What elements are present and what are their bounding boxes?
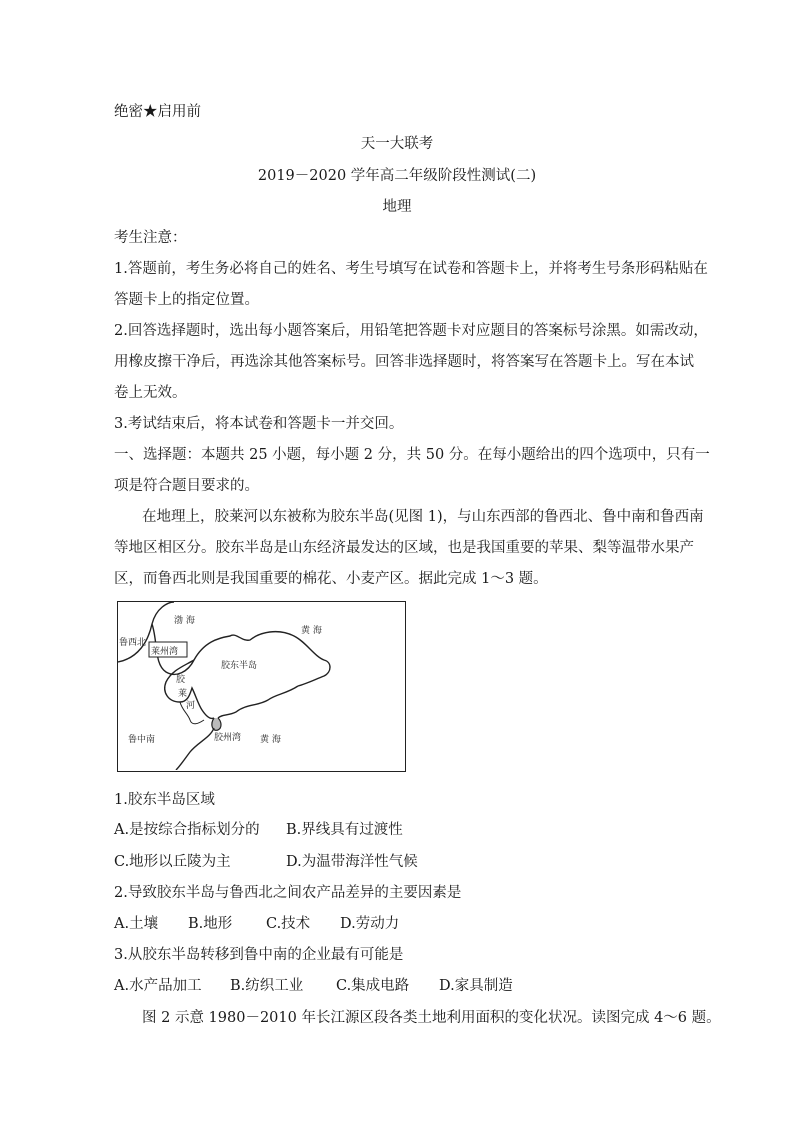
subject-title: 地理 [382, 199, 412, 215]
notice-item-3: 3.考试结束后，将本试卷和答题卡一并交回。 [114, 416, 404, 432]
q3-option-a[interactable]: A.水产品加工 [114, 978, 202, 994]
q3-option-b[interactable]: B.纺织工业 [230, 978, 304, 994]
q3-option-d[interactable]: D.家具制造 [439, 978, 513, 994]
q2-option-b[interactable]: B.地形 [188, 916, 233, 932]
map-label-luxibei: 鲁西北 [119, 638, 147, 648]
coastline-north [194, 632, 330, 686]
map-label-bohai: 渤 海 [174, 616, 195, 626]
question-2-stem: 2.导致胶东半岛与鲁西北之间农产品差异的主要因素是 [114, 885, 462, 901]
map-label-huanghai-ne: 黄 海 [301, 626, 322, 636]
passage-2-line-1: 图 2 示意 1980－2010 年长江源区段各类土地利用面积的变化状况。读图完成 4～6 题。 [142, 1010, 721, 1026]
notice-title: 考生注意： [114, 230, 187, 246]
coastline-south [218, 686, 298, 718]
notice-item-1: 1.答题前，考生务必将自己的姓名、考生号填写在试卷和答题卡上，并将考生号条形码粘贴在 [114, 261, 708, 277]
map-label-jiao: 胶 [176, 675, 186, 685]
map-label-luzhongnan: 鲁中南 [128, 735, 156, 745]
section-heading: 一、选择题：本题共 25 小题，每小题 2 分，共 50 分。在每小题给出的四个选项中，只有一 [114, 447, 710, 463]
coastline-southwest [176, 728, 214, 770]
secret-label: 绝密★启用前 [114, 104, 201, 120]
map-label-lai: 莱 [178, 689, 188, 699]
exam-title: 2019－2020 学年高二年级阶段性测试(二) [257, 168, 537, 184]
q2-option-d[interactable]: D.劳动力 [340, 916, 400, 932]
passage-1-line-3: 区，而鲁西北则是我国重要的棉花、小麦产区。据此完成 1～3 题。 [114, 571, 548, 587]
q1-option-c[interactable]: C.地形以丘陵为主 [114, 854, 231, 870]
jiaodong-map [118, 602, 404, 770]
map-label-jiaodong: 胶东半岛 [221, 661, 258, 671]
question-3-stem: 3.从胶东半岛转移到鲁中南的企业最有可能是 [114, 947, 404, 963]
map-label-laizhouwan: 莱州湾 [151, 647, 179, 657]
exam-org: 天一大联考 [360, 136, 434, 152]
q1-option-d[interactable]: D.为温带海洋性气候 [286, 854, 418, 870]
q3-option-c[interactable]: C.集成电路 [336, 978, 410, 994]
notice-item-2-cont2: 卷上无效。 [114, 385, 187, 401]
map-label-he: 河 [186, 701, 196, 711]
passage-1-line-1: 在地理上，胶莱河以东被称为胶东半岛(见图 1)，与山东西部的鲁西北、鲁中南和鲁西南 [142, 509, 704, 525]
q1-option-b[interactable]: B.界线具有过渡性 [286, 822, 403, 838]
map-label-huanghai-s: 黄 海 [260, 735, 281, 745]
question-1-stem: 1.胶东半岛区域 [114, 792, 215, 808]
jiaodong-map-figure [117, 601, 406, 772]
map-label-jiaozhouwan: 胶州湾 [214, 733, 242, 743]
q2-option-a[interactable]: A.土壤 [114, 916, 159, 932]
section-heading-cont: 项是符合题目要求的。 [114, 478, 259, 494]
q1-option-a[interactable]: A.是按综合指标划分的 [114, 822, 260, 838]
notice-item-1-cont: 答题卡上的指定位置。 [114, 292, 259, 308]
notice-item-2-cont: 用橡皮擦干净后，再选涂其他答案标号。回答非选择题时，将答案写在答题卡上。写在本试 [114, 354, 694, 370]
passage-1-line-2: 等地区相区分。胶东半岛是山东经济最发达的区域，也是我国重要的苹果、梨等温带水果产 [114, 540, 694, 556]
q2-option-c[interactable]: C.技术 [266, 916, 311, 932]
notice-item-2: 2.回答选择题时，选出每小题答案后，用铅笔把答题卡对应题目的答案标号涂黑。如需改动， [114, 323, 708, 339]
